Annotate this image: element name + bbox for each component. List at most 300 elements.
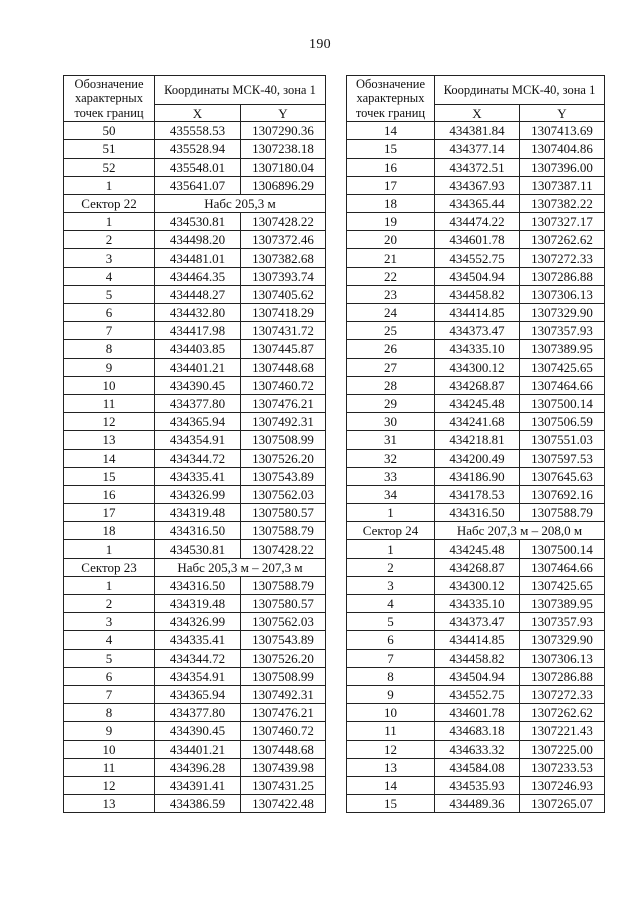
sector-elevation: Набс 205,3 м – 207,3 м	[155, 558, 326, 576]
point-number: 22	[347, 267, 435, 285]
x-coordinate: 434354.91	[155, 431, 241, 449]
x-coordinate: 434377.80	[155, 394, 241, 412]
sector-name: Сектор 22	[64, 194, 155, 212]
x-coordinate: 434401.21	[155, 358, 241, 376]
point-number: 5	[347, 613, 435, 631]
table-row	[64, 304, 326, 322]
point-number: 6	[64, 304, 155, 322]
point-number: 4	[64, 631, 155, 649]
x-coordinate: 434335.10	[435, 595, 520, 613]
y-coordinate: 1307246.93	[520, 776, 605, 794]
x-coordinate: 434386.59	[155, 795, 241, 813]
x-coordinate: 434530.81	[155, 540, 241, 558]
point-number: 3	[64, 613, 155, 631]
point-number: 10	[64, 740, 155, 758]
point-number: 7	[347, 649, 435, 667]
table-row	[64, 449, 326, 467]
point-number: 29	[347, 394, 435, 412]
y-coordinate: 1307460.72	[241, 376, 326, 394]
point-number: 9	[64, 358, 155, 376]
point-number: 15	[64, 467, 155, 485]
x-coordinate: 434481.01	[155, 249, 241, 267]
y-coordinate: 1307396.00	[520, 158, 605, 176]
y-coordinate: 1307476.21	[241, 704, 326, 722]
x-coordinate: 434300.12	[435, 358, 520, 376]
y-coordinate: 1307492.31	[241, 685, 326, 703]
x-coordinate: 434200.49	[435, 449, 520, 467]
table-row	[64, 231, 326, 249]
table-row	[347, 358, 605, 376]
x-coordinate: 434300.12	[435, 576, 520, 594]
point-number: 5	[64, 649, 155, 667]
table-row	[64, 631, 326, 649]
sector-row	[347, 522, 605, 540]
y-coordinate: 1307372.46	[241, 231, 326, 249]
y-column-header: Y	[520, 105, 605, 122]
table-row	[347, 631, 605, 649]
y-coordinate: 1307431.72	[241, 322, 326, 340]
point-number: 3	[347, 576, 435, 594]
y-coordinate: 1307272.33	[520, 685, 605, 703]
point-number: 15	[347, 795, 435, 813]
y-coordinate: 1307327.17	[520, 213, 605, 231]
y-coordinate: 1307692.16	[520, 485, 605, 503]
table-row	[347, 722, 605, 740]
point-number: 14	[347, 122, 435, 140]
point-number: 4	[347, 595, 435, 613]
y-coordinate: 1307221.43	[520, 722, 605, 740]
y-coordinate: 1307580.57	[241, 504, 326, 522]
x-coordinate: 434319.48	[155, 504, 241, 522]
point-number: 21	[347, 249, 435, 267]
point-number: 51	[64, 140, 155, 158]
point-number: 19	[347, 213, 435, 231]
point-number: 24	[347, 304, 435, 322]
table-row	[347, 576, 605, 594]
y-coordinate: 1307357.93	[520, 322, 605, 340]
point-number: 30	[347, 413, 435, 431]
table-row	[347, 322, 605, 340]
table-row	[347, 613, 605, 631]
x-coordinate: 434381.84	[435, 122, 520, 140]
x-coordinate: 434373.47	[435, 613, 520, 631]
table-row	[347, 194, 605, 212]
y-coordinate: 1307413.69	[520, 122, 605, 140]
table-row	[347, 649, 605, 667]
x-coordinate: 434373.47	[435, 322, 520, 340]
table-row	[64, 613, 326, 631]
y-coordinate: 1307562.03	[241, 613, 326, 631]
table-row	[347, 140, 605, 158]
y-coordinate: 1307526.20	[241, 449, 326, 467]
table-row	[64, 376, 326, 394]
table-row	[64, 122, 326, 140]
y-column-header: Y	[241, 105, 326, 122]
point-number: 23	[347, 285, 435, 303]
y-coordinate: 1307448.68	[241, 740, 326, 758]
y-coordinate: 1307389.95	[520, 340, 605, 358]
table-row	[347, 776, 605, 794]
point-number: 1	[64, 213, 155, 231]
point-number: 12	[64, 413, 155, 431]
x-coordinate: 435528.94	[155, 140, 241, 158]
table-row	[347, 795, 605, 813]
table-row	[64, 704, 326, 722]
table-row	[64, 431, 326, 449]
x-coordinate: 434365.94	[155, 685, 241, 703]
point-number: 8	[347, 667, 435, 685]
point-number: 16	[347, 158, 435, 176]
point-number: 50	[64, 122, 155, 140]
x-coordinate: 434432.80	[155, 304, 241, 322]
table-row	[64, 340, 326, 358]
x-coordinate: 434417.98	[155, 322, 241, 340]
x-coordinate: 434335.41	[155, 631, 241, 649]
table-row	[347, 340, 605, 358]
y-coordinate: 1307543.89	[241, 631, 326, 649]
sector-elevation: Набс 205,3 м	[155, 194, 326, 212]
y-coordinate: 1307272.33	[520, 249, 605, 267]
table-row	[347, 558, 605, 576]
point-number: 12	[347, 740, 435, 758]
y-coordinate: 1307238.18	[241, 140, 326, 158]
x-coordinate: 434458.82	[435, 649, 520, 667]
y-coordinate: 1307225.00	[520, 740, 605, 758]
sector-elevation: Набс 207,3 м – 208,0 м	[435, 522, 605, 540]
table-row	[64, 795, 326, 813]
point-number: 9	[347, 685, 435, 703]
table-row	[64, 540, 326, 558]
coordinates-table-left	[63, 75, 326, 813]
sector-name: Сектор 24	[347, 522, 435, 540]
point-number: 11	[347, 722, 435, 740]
point-number: 32	[347, 449, 435, 467]
y-coordinate: 1307500.14	[520, 394, 605, 412]
point-number: 3	[64, 249, 155, 267]
point-number: 18	[347, 194, 435, 212]
y-coordinate: 1307597.53	[520, 449, 605, 467]
point-number: 18	[64, 522, 155, 540]
x-coordinate: 434344.72	[155, 449, 241, 467]
y-coordinate: 1307508.99	[241, 431, 326, 449]
x-coordinate: 434530.81	[155, 213, 241, 231]
x-coordinate: 434535.93	[435, 776, 520, 794]
table-row	[64, 267, 326, 285]
table-row	[347, 158, 605, 176]
x-coordinate: 434344.72	[155, 649, 241, 667]
table-row	[64, 685, 326, 703]
x-coordinate: 434552.75	[435, 249, 520, 267]
x-coordinate: 434178.53	[435, 485, 520, 503]
table-row	[347, 285, 605, 303]
y-coordinate: 1307422.48	[241, 795, 326, 813]
table-row	[347, 304, 605, 322]
table-row	[64, 140, 326, 158]
point-number: 10	[64, 376, 155, 394]
table-row	[347, 740, 605, 758]
x-coordinate: 434377.80	[155, 704, 241, 722]
point-number: 34	[347, 485, 435, 503]
table-row	[347, 504, 605, 522]
point-number: 26	[347, 340, 435, 358]
table-row	[64, 504, 326, 522]
table-header	[64, 76, 326, 122]
y-coordinate: 1307580.57	[241, 595, 326, 613]
y-coordinate: 1307445.87	[241, 340, 326, 358]
y-coordinate: 1307428.22	[241, 213, 326, 231]
x-coordinate: 434601.78	[435, 704, 520, 722]
x-coordinate: 434390.45	[155, 376, 241, 394]
designation-header: Обозначение характерных точек границ	[64, 76, 155, 122]
y-coordinate: 1307262.62	[520, 704, 605, 722]
table-row	[64, 467, 326, 485]
point-number: 27	[347, 358, 435, 376]
y-coordinate: 1307448.68	[241, 358, 326, 376]
x-coordinate: 434316.50	[155, 576, 241, 594]
y-coordinate: 1307306.13	[520, 649, 605, 667]
x-coordinate: 434552.75	[435, 685, 520, 703]
x-coordinate: 434316.50	[435, 504, 520, 522]
sector-row	[64, 558, 326, 576]
point-number: 16	[64, 485, 155, 503]
point-number: 17	[347, 176, 435, 194]
x-coordinate: 434396.28	[155, 758, 241, 776]
point-number: 33	[347, 467, 435, 485]
y-coordinate: 1306896.29	[241, 176, 326, 194]
y-coordinate: 1307389.95	[520, 595, 605, 613]
x-coordinate: 434489.36	[435, 795, 520, 813]
y-coordinate: 1307382.68	[241, 249, 326, 267]
y-coordinate: 1307404.86	[520, 140, 605, 158]
table-row	[64, 176, 326, 194]
y-coordinate: 1307290.36	[241, 122, 326, 140]
table-row	[347, 267, 605, 285]
x-coordinate: 434241.68	[435, 413, 520, 431]
point-number: 6	[347, 631, 435, 649]
point-number: 15	[347, 140, 435, 158]
y-coordinate: 1307588.79	[241, 576, 326, 594]
point-number: 10	[347, 704, 435, 722]
point-number: 11	[64, 394, 155, 412]
x-coordinate: 434326.99	[155, 485, 241, 503]
y-coordinate: 1307265.07	[520, 795, 605, 813]
x-coordinate: 434464.35	[155, 267, 241, 285]
point-number: 1	[64, 540, 155, 558]
table-row	[64, 285, 326, 303]
x-coordinate: 435641.07	[155, 176, 241, 194]
table-row	[64, 522, 326, 540]
x-coordinate: 434584.08	[435, 758, 520, 776]
point-number: 13	[347, 758, 435, 776]
y-coordinate: 1307506.59	[520, 413, 605, 431]
table-row	[347, 231, 605, 249]
x-coordinate: 434633.32	[435, 740, 520, 758]
table-row	[347, 376, 605, 394]
point-number: 1	[347, 504, 435, 522]
x-coordinate: 434367.93	[435, 176, 520, 194]
y-coordinate: 1307357.93	[520, 613, 605, 631]
table-row	[64, 358, 326, 376]
table-row	[347, 431, 605, 449]
x-coordinate: 435548.01	[155, 158, 241, 176]
point-number: 1	[64, 576, 155, 594]
x-coordinate: 434218.81	[435, 431, 520, 449]
y-coordinate: 1307393.74	[241, 267, 326, 285]
page-number: 190	[309, 37, 331, 52]
table-row	[64, 158, 326, 176]
designation-header: Обозначение характерных точек границ	[347, 76, 435, 122]
point-number: 9	[64, 722, 155, 740]
point-number: 14	[347, 776, 435, 794]
sector-name: Сектор 23	[64, 558, 155, 576]
table-row	[347, 122, 605, 140]
point-number: 8	[64, 340, 155, 358]
x-coordinate: 434401.21	[155, 740, 241, 758]
table-row	[347, 540, 605, 558]
point-number: 14	[64, 449, 155, 467]
x-coordinate: 434335.41	[155, 467, 241, 485]
table-row	[347, 176, 605, 194]
point-number: 7	[64, 322, 155, 340]
table-row	[347, 413, 605, 431]
y-coordinate: 1307329.90	[520, 304, 605, 322]
table-row	[64, 740, 326, 758]
x-coordinate: 434245.48	[435, 394, 520, 412]
y-coordinate: 1307562.03	[241, 485, 326, 503]
y-coordinate: 1307439.98	[241, 758, 326, 776]
table-row	[64, 722, 326, 740]
table-row	[64, 758, 326, 776]
table-row	[64, 249, 326, 267]
coordinates-header: Координаты МСК-40, зона 1	[155, 76, 326, 105]
point-number: 7	[64, 685, 155, 703]
coordinates-table-right	[346, 75, 605, 813]
point-number: 5	[64, 285, 155, 303]
point-number: 11	[64, 758, 155, 776]
y-coordinate: 1307233.53	[520, 758, 605, 776]
y-coordinate: 1307464.66	[520, 376, 605, 394]
table-row	[347, 704, 605, 722]
sector-row	[64, 194, 326, 212]
x-coordinate: 434498.20	[155, 231, 241, 249]
y-coordinate: 1307476.21	[241, 394, 326, 412]
point-number: 2	[64, 231, 155, 249]
y-coordinate: 1307382.22	[520, 194, 605, 212]
x-coordinate: 434377.14	[435, 140, 520, 158]
table-row	[64, 649, 326, 667]
y-coordinate: 1307464.66	[520, 558, 605, 576]
x-coordinate: 434474.22	[435, 213, 520, 231]
point-number: 4	[64, 267, 155, 285]
y-coordinate: 1307492.31	[241, 413, 326, 431]
x-coordinate: 435558.53	[155, 122, 241, 140]
x-coordinate: 434601.78	[435, 231, 520, 249]
point-number: 1	[64, 176, 155, 194]
x-column-header: X	[435, 105, 520, 122]
x-coordinate: 434403.85	[155, 340, 241, 358]
x-coordinate: 434316.50	[155, 522, 241, 540]
x-coordinate: 434319.48	[155, 595, 241, 613]
y-coordinate: 1307543.89	[241, 467, 326, 485]
x-coordinate: 434268.87	[435, 376, 520, 394]
y-coordinate: 1307180.04	[241, 158, 326, 176]
point-number: 12	[64, 776, 155, 794]
y-coordinate: 1307588.79	[241, 522, 326, 540]
y-coordinate: 1307286.88	[520, 267, 605, 285]
table-row	[347, 449, 605, 467]
point-number: 8	[64, 704, 155, 722]
table-row	[64, 413, 326, 431]
x-coordinate: 434414.85	[435, 631, 520, 649]
x-coordinate: 434365.44	[435, 194, 520, 212]
point-number: 2	[347, 558, 435, 576]
point-number: 52	[64, 158, 155, 176]
table-row	[347, 595, 605, 613]
point-number: 17	[64, 504, 155, 522]
x-coordinate: 434365.94	[155, 413, 241, 431]
table-row	[64, 576, 326, 594]
table-header	[347, 76, 605, 122]
x-coordinate: 434414.85	[435, 304, 520, 322]
table-row	[64, 322, 326, 340]
x-coordinate: 434245.48	[435, 540, 520, 558]
x-coordinate: 434326.99	[155, 613, 241, 631]
y-coordinate: 1307645.63	[520, 467, 605, 485]
x-coordinate: 434458.82	[435, 285, 520, 303]
table-row	[64, 485, 326, 503]
table-row	[347, 758, 605, 776]
y-coordinate: 1307526.20	[241, 649, 326, 667]
x-coordinate: 434186.90	[435, 467, 520, 485]
table-row	[347, 249, 605, 267]
y-coordinate: 1307418.29	[241, 304, 326, 322]
x-coordinate: 434354.91	[155, 667, 241, 685]
point-number: 6	[64, 667, 155, 685]
table-row	[64, 776, 326, 794]
point-number: 1	[347, 540, 435, 558]
y-coordinate: 1307428.22	[241, 540, 326, 558]
y-coordinate: 1307262.62	[520, 231, 605, 249]
table-row	[64, 595, 326, 613]
y-coordinate: 1307500.14	[520, 540, 605, 558]
x-coordinate: 434335.10	[435, 340, 520, 358]
point-number: 13	[64, 431, 155, 449]
y-coordinate: 1307286.88	[520, 667, 605, 685]
table-row	[347, 685, 605, 703]
y-coordinate: 1307431.25	[241, 776, 326, 794]
point-number: 31	[347, 431, 435, 449]
x-coordinate: 434504.94	[435, 267, 520, 285]
y-coordinate: 1307425.65	[520, 576, 605, 594]
point-number: 25	[347, 322, 435, 340]
table-row	[64, 667, 326, 685]
x-coordinate: 434268.87	[435, 558, 520, 576]
y-coordinate: 1307425.65	[520, 358, 605, 376]
table-row	[347, 485, 605, 503]
point-number: 28	[347, 376, 435, 394]
table-row	[64, 394, 326, 412]
y-coordinate: 1307588.79	[520, 504, 605, 522]
y-coordinate: 1307306.13	[520, 285, 605, 303]
table-row	[347, 213, 605, 231]
y-coordinate: 1307405.62	[241, 285, 326, 303]
x-coordinate: 434448.27	[155, 285, 241, 303]
x-coordinate: 434391.41	[155, 776, 241, 794]
x-coordinate: 434372.51	[435, 158, 520, 176]
point-number: 13	[64, 795, 155, 813]
x-coordinate: 434504.94	[435, 667, 520, 685]
point-number: 2	[64, 595, 155, 613]
